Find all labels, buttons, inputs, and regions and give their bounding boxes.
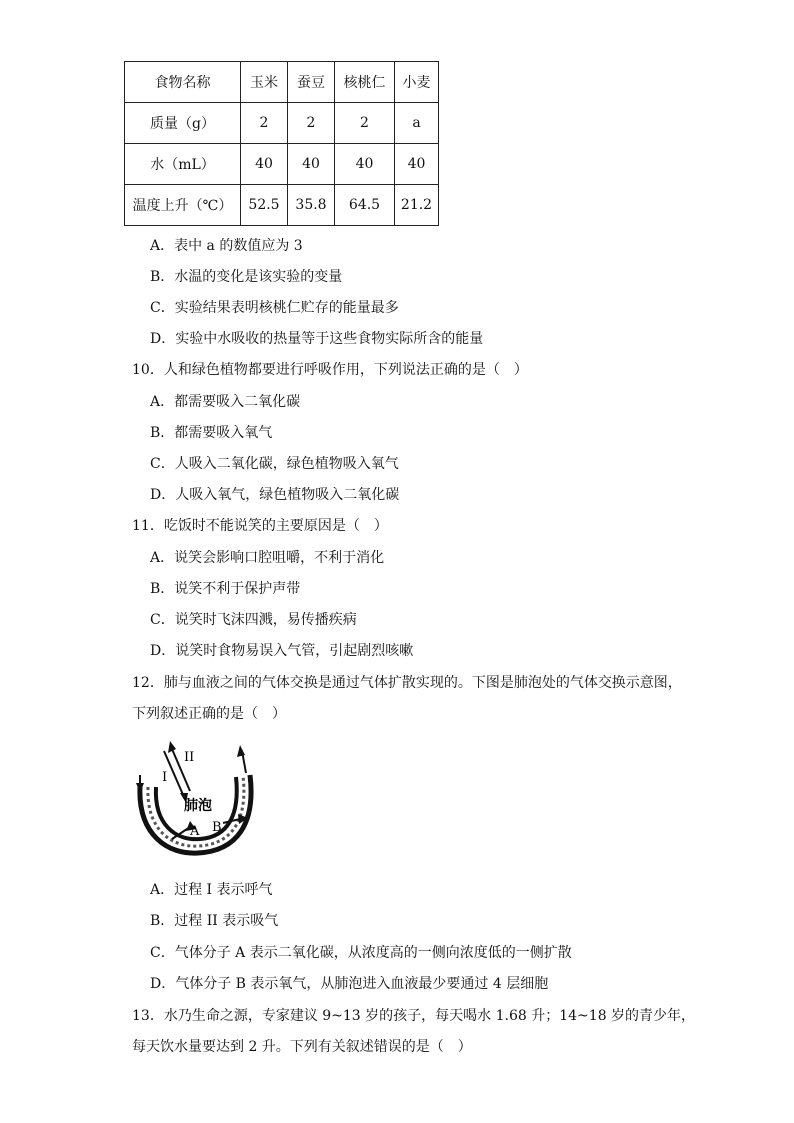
label-A: A — [190, 824, 200, 839]
table-cell: 35.8 — [288, 185, 335, 226]
q9-option-a: A．表中 a 的数值应为 3 — [150, 238, 303, 254]
table-cell: 核桃仁 — [335, 62, 395, 103]
q11-option-a: A．说笑会影响口腔咀嚼，不利于消化 — [150, 550, 385, 566]
table-cell: 52.5 — [241, 185, 288, 226]
q11-option-c: C．说笑时飞沫四溅，易传播疾病 — [150, 612, 357, 628]
table-cell: 40 — [241, 144, 288, 185]
flow-arrowhead-left — [136, 783, 144, 793]
table-cell: 蚕豆 — [288, 62, 335, 103]
label-I: I — [162, 770, 168, 785]
label-B: B — [212, 820, 222, 835]
table-cell: 质量（g） — [125, 103, 241, 144]
table-cell: 食物名称 — [125, 62, 241, 103]
table-cell: 2 — [335, 103, 395, 144]
flow-arrowhead-right — [237, 745, 245, 757]
table-header-row — [125, 62, 439, 103]
table-cell: 玉米 — [241, 62, 288, 103]
q11-option-d: D．说笑时食物易误入气管，引起剧烈咳嗽 — [150, 643, 414, 659]
q12-option-d: D．气体分子 B 表示氧气，从肺泡进入血液最少要通过 4 层细胞 — [150, 976, 549, 992]
q12-option-a: A．过程 I 表示呼气 — [150, 882, 273, 898]
table-cell: a — [395, 103, 439, 144]
table-row — [125, 144, 439, 185]
q9-option-d: D．实验中水吸收的热量等于这些食物实际所含的能量 — [150, 331, 484, 347]
table-cell: 64.5 — [335, 185, 395, 226]
table-cell: 40 — [288, 144, 335, 185]
q10-option-a: A．都需要吸入二氧化碳 — [150, 394, 301, 410]
label-alveolus: 肺泡 — [184, 798, 212, 814]
alveolus-gas-exchange-diagram — [128, 735, 264, 857]
table-cell: 40 — [395, 144, 439, 185]
table-cell: 小麦 — [395, 62, 439, 103]
table-cell: 水（mL） — [125, 144, 241, 185]
table-row — [125, 103, 439, 144]
q11-option-b: B．说笑不利于保护声带 — [150, 581, 301, 597]
label-II: II — [184, 750, 195, 765]
table-row — [125, 185, 439, 226]
food-energy-table — [124, 61, 439, 226]
table-cell: 21.2 — [395, 185, 439, 226]
table-cell: 2 — [288, 103, 335, 144]
q12-stem-line2: 下列叙述正确的是（ ） — [132, 706, 286, 722]
q12-option-c: C．气体分子 A 表示二氧化碳，从浓度高的一侧向浓度低的一侧扩散 — [150, 945, 572, 961]
q12-option-b: B．过程 II 表示吸气 — [150, 913, 279, 929]
q13-stem-line2: 每天饮水量要达到 2 升。下列有关叙述错误的是（ ） — [132, 1039, 472, 1055]
q11-stem: 11．吃饭时不能说笑的主要原因是（ ） — [132, 518, 388, 534]
q9-option-b: B．水温的变化是该实验的变量 — [150, 269, 343, 285]
q13-stem-line1: 13．水乃生命之源，专家建议 9~13 岁的孩子，每天喝水 1.68 升；14~18 岁的青少年， — [132, 1008, 696, 1024]
table-cell: 40 — [335, 144, 395, 185]
q10-option-b: B．都需要吸入氧气 — [150, 425, 273, 441]
q10-stem: 10．人和绿色植物都要进行呼吸作用，下列说法正确的是（ ） — [132, 362, 528, 378]
q10-option-c: C．人吸入二氧化碳，绿色植物吸入氧气 — [150, 456, 399, 472]
table-cell: 温度上升（℃） — [125, 185, 241, 226]
table-cell: 2 — [241, 103, 288, 144]
q12-stem-line1: 12．肺与血液之间的气体交换是通过气体扩散实现的。下图是肺泡处的气体交换示意图， — [132, 675, 682, 691]
q10-option-d: D．人吸入氧气，绿色植物吸入二氧化碳 — [150, 487, 400, 503]
q9-option-c: C．实验结果表明核桃仁贮存的能量最多 — [150, 300, 399, 316]
